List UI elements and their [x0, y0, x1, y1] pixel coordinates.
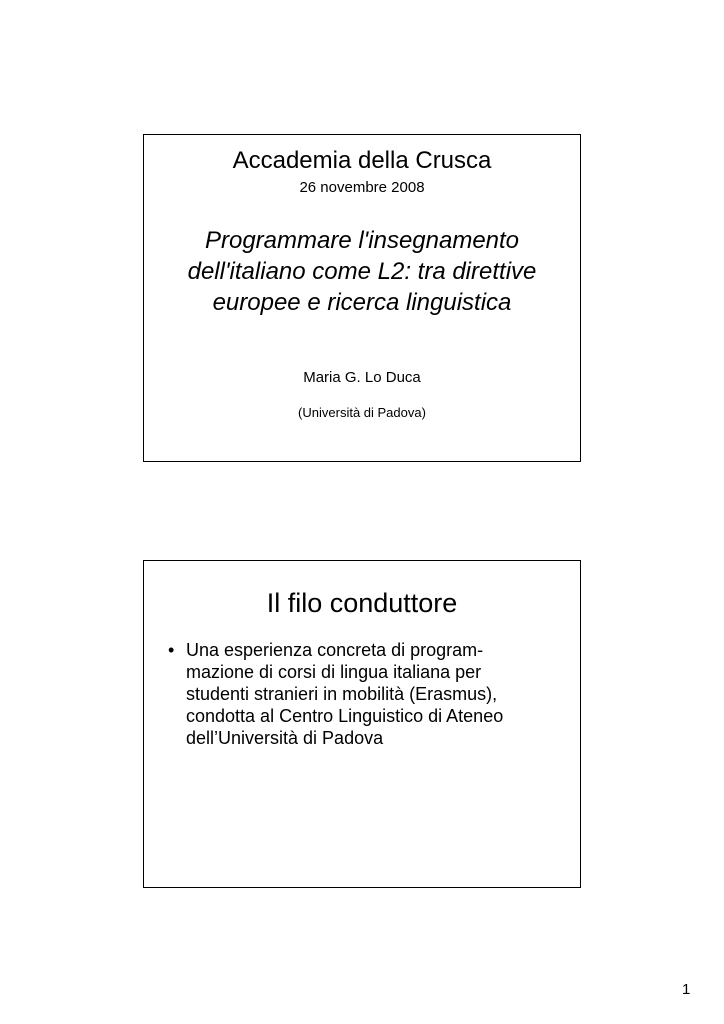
bullet-line: condotta al Centro Linguistico di Ateneo	[186, 706, 504, 726]
slide-title	[143, 134, 581, 462]
subtitle-line: europee e ricerca linguistica	[212, 289, 512, 316]
bullet-list	[168, 639, 503, 749]
subtitle-line: Programmare l'insegnamento	[204, 227, 520, 254]
slide-content	[143, 560, 581, 888]
bullet-item	[168, 639, 503, 749]
bullet-icon: •	[168, 640, 175, 660]
bullet-line: Una esperienza concreta di program-	[186, 640, 484, 660]
slide-heading: Il filo conduttore	[266, 588, 458, 618]
bullet-line: studenti stranieri in mobilità (Erasmus),	[186, 684, 498, 704]
bullet-line: dell’Università di Padova	[186, 728, 384, 748]
author-affiliation: (Università di Padova)	[298, 405, 426, 420]
bullet-line: mazione di corsi di lingua italiana per	[186, 662, 482, 682]
page-number: 1	[682, 981, 691, 998]
event-date: 26 novembre 2008	[299, 179, 425, 196]
author-name: Maria G. Lo Duca	[303, 369, 421, 386]
institution-title: Accademia della Crusca	[232, 147, 492, 174]
subtitle-line: dell'italiano come L2: tra direttive	[187, 258, 537, 285]
presentation-subtitle	[144, 225, 580, 318]
